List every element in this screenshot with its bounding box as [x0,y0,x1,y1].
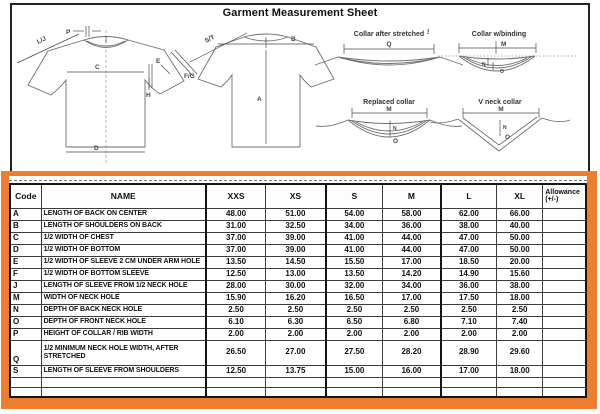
value-cell: 39.00 [266,232,326,244]
label-b: B [291,36,296,43]
name-cell [41,377,206,387]
header-row [10,184,586,208]
value-cell: 44.00 [383,232,441,244]
code-cell: A [10,208,41,220]
exclamation-mark: ! [427,29,430,36]
table-row [10,328,586,340]
value-cell: 38.00 [441,220,497,232]
label-lj: L/J [35,35,48,46]
value-cell [266,387,326,397]
allowance-cell [543,377,586,387]
p-ticks [86,26,89,37]
code-cell: S [10,365,41,377]
value-cell: 2.50 [206,304,266,316]
value-cell: 31.00 [206,220,266,232]
name-cell: 1/2 WIDTH OF CHEST [41,232,206,244]
value-cell: 41.00 [326,232,383,244]
name-cell: DEPTH OF FRONT NECK HOLE [41,316,206,328]
value-cell: 41.00 [326,244,383,256]
code-cell: M [10,292,41,304]
value-cell: 44.00 [383,244,441,256]
value-cell: 38.00 [497,280,543,292]
value-cell: 2.00 [441,328,497,340]
table-row [10,365,586,377]
value-cell [441,377,497,387]
value-cell: 27.00 [266,340,326,365]
header-size-xl: XL [497,184,543,208]
value-cell: 20.00 [497,256,543,268]
value-cell: 28.20 [383,340,441,365]
value-cell: 17.00 [383,256,441,268]
table-row [10,304,586,316]
value-cell [497,377,543,387]
code-cell: B [10,220,41,232]
value-cell: 14.90 [441,268,497,280]
value-cell: 6.10 [206,316,266,328]
front-shirt-diagram [17,26,197,163]
replaced-collar-band [348,120,430,137]
code-cell [10,387,41,397]
name-cell: 1/2 WIDTH OF BOTTOM [41,244,206,256]
value-cell: 30.00 [266,280,326,292]
value-cell: 2.00 [497,328,543,340]
value-cell: 47.00 [441,244,497,256]
value-cell: 36.00 [441,280,497,292]
vneck-label-m: M [498,106,504,113]
table-row [10,340,586,365]
label-a: A [257,96,262,103]
value-cell: 6.50 [326,316,383,328]
replaced-label-o: O [393,138,399,145]
value-cell: 2.00 [206,328,266,340]
allowance-cell [543,244,586,256]
name-cell: HEIGHT OF COLLAR / RIB WIDTH [41,328,206,340]
value-cell [326,377,383,387]
v-neck-caption: V neck collar [478,99,522,106]
value-cell: 2.50 [266,304,326,316]
code-cell: D [10,244,41,256]
vneck-label-o: O [505,134,511,141]
value-cell: 12.50 [206,365,266,377]
table-row [10,292,586,304]
table-row [10,280,586,292]
header-size-s: S [326,184,383,208]
allowance-cell [543,208,586,220]
label-q: Q [386,41,392,48]
value-cell: 29.60 [497,340,543,365]
allowance-cell [543,280,586,292]
value-cell: 28.90 [441,340,497,365]
name-cell: DEPTH OF BACK NECK HOLE [41,304,206,316]
label-c: C [95,64,100,71]
collar-stretched-caption: Collar after stretched [353,31,425,38]
value-cell: 13.50 [206,256,266,268]
measurement-table [9,183,587,398]
stretched-collar-band [338,57,440,65]
value-cell: 13.75 [266,365,326,377]
label-h: H [146,92,151,99]
value-cell [206,387,266,397]
value-cell [266,377,326,387]
header-size-m: M [383,184,441,208]
collar-with-binding-diagram [438,31,578,75]
value-cell: 62.00 [441,208,497,220]
value-cell: 51.00 [266,208,326,220]
value-cell: 14.20 [383,268,441,280]
allowance-cell [543,256,586,268]
code-cell: N [10,304,41,316]
value-cell: 14.50 [266,256,326,268]
table-row [10,244,586,256]
value-cell: 36.00 [383,220,441,232]
name-cell [41,387,206,397]
code-cell: C [10,232,41,244]
label-st: S/T [203,33,216,45]
table-row [10,377,586,387]
header-name: NAME [41,184,206,208]
allowance-cell [543,328,586,340]
allowance-cell [543,365,586,377]
allowance-cell [543,387,586,397]
allowance-cell [543,268,586,280]
value-cell: 58.00 [383,208,441,220]
value-cell: 2.50 [441,304,497,316]
value-cell [326,387,383,397]
back-shirt-diagram [190,33,334,147]
value-cell [497,387,543,397]
value-cell: 48.00 [206,208,266,220]
allowance-cell [543,304,586,316]
value-cell: 17.00 [383,292,441,304]
binding-label-n: N [482,62,486,68]
value-cell: 17.50 [441,292,497,304]
value-cell: 2.50 [383,304,441,316]
value-cell: 7.10 [441,316,497,328]
value-cell: 28.00 [206,280,266,292]
value-cell: 2.00 [326,328,383,340]
name-cell: 1/2 WIDTH OF BOTTOM SLEEVE [41,268,206,280]
value-cell: 15.90 [206,292,266,304]
measurement-table-frame [1,171,597,409]
value-cell: 26.50 [206,340,266,365]
table-row [10,232,586,244]
label-fg: F/G [184,73,195,80]
value-cell: 34.00 [326,220,383,232]
value-cell [441,387,497,397]
header-allowance-line1: Allowance [545,188,580,196]
allowance-cell [543,340,586,365]
table-row [10,220,586,232]
value-cell: 47.00 [441,232,497,244]
binding-label-o: O [500,69,504,75]
name-cell: WIDTH OF NECK HOLE [41,292,206,304]
name-cell: LENGTH OF SLEEVE FROM 1/2 NECK HOLE [41,280,206,292]
table-row [10,268,586,280]
value-cell: 6.80 [383,316,441,328]
value-cell: 66.00 [497,208,543,220]
name-cell: 1/2 MINIMUM NECK HOLE WIDTH, AFTER STRETCHED [41,340,206,365]
value-cell: 39.00 [266,244,326,256]
collar-after-stretched-diagram [315,31,463,65]
replaced-collar-diagram [316,99,462,145]
value-cell: 2.50 [497,304,543,316]
garment-diagrams [12,16,590,174]
header-size-l: L [441,184,497,208]
value-cell: 15.60 [497,268,543,280]
value-cell: 40.00 [497,220,543,232]
e-arrow [161,65,170,74]
allowance-cell [543,316,586,328]
value-cell: 2.00 [383,328,441,340]
value-cell: 34.00 [383,280,441,292]
replaced-collar-caption: Replaced collar [363,99,415,106]
allowance-cell [543,292,586,304]
header-size-xs: XS [266,184,326,208]
value-cell: 18.00 [497,365,543,377]
value-cell: 32.00 [326,280,383,292]
header-size-xxs: XXS [206,184,266,208]
value-cell: 27.50 [326,340,383,365]
value-cell: 12.50 [206,268,266,280]
binding-collar-band [459,56,535,71]
header-allowance-line2: (+/-) [545,196,559,204]
v-neck-collar-diagram [430,99,570,151]
code-cell: E [10,256,41,268]
st-dimension-line [190,33,247,62]
page-title: Garment Measurement Sheet [222,7,378,19]
table-row [10,256,586,268]
value-cell: 2.00 [266,328,326,340]
value-cell: 16.50 [326,292,383,304]
table-row [10,208,586,220]
value-cell: 17.00 [441,365,497,377]
value-cell: 13.50 [326,268,383,280]
code-cell: F [10,268,41,280]
allowance-cell [543,220,586,232]
replaced-label-n: N [393,126,397,132]
value-cell: 37.00 [206,244,266,256]
value-cell: 37.00 [206,232,266,244]
value-cell: 6.30 [266,316,326,328]
value-cell [206,377,266,387]
value-cell: 2.50 [326,304,383,316]
name-cell: LENGTH OF SHOULDERS ON BACK [41,220,206,232]
page-break-line [9,176,587,181]
table-row [10,387,586,397]
code-cell: P [10,328,41,340]
measurement-table-body [10,208,586,397]
lj-dimension-line [17,34,79,63]
table-inner-area [9,176,587,396]
header-allowance [543,184,586,208]
header-code: Code [10,184,41,208]
code-cell [10,377,41,387]
label-d: D [94,145,99,152]
binding-label-m: M [501,41,507,48]
table-row [10,316,586,328]
code-cell: Q [10,340,41,365]
replaced-label-m: M [386,106,392,113]
value-cell [383,387,441,397]
value-cell: 18.50 [441,256,497,268]
name-cell: LENGTH OF SLEEVE FROM SHOULDERS [41,365,206,377]
value-cell: 7.40 [497,316,543,328]
name-cell: LENGTH OF BACK ON CENTER [41,208,206,220]
allowance-cell [543,232,586,244]
code-cell: O [10,316,41,328]
vneck-label-n: N [503,125,507,131]
value-cell [383,377,441,387]
value-cell: 50.00 [497,244,543,256]
value-cell: 15.50 [326,256,383,268]
value-cell: 32.50 [266,220,326,232]
code-cell: J [10,280,41,292]
value-cell: 16.00 [383,365,441,377]
name-cell: 1/2 WIDTH OF SLEEVE 2 CM UNDER ARM HOLE [41,256,206,268]
value-cell: 16.20 [266,292,326,304]
value-cell: 13.00 [266,268,326,280]
value-cell: 50.00 [497,232,543,244]
collar-binding-caption: Collar w/binding [471,31,527,38]
value-cell: 54.00 [326,208,383,220]
value-cell: 18.00 [497,292,543,304]
label-e: E [156,58,161,65]
label-p: P [66,29,71,36]
value-cell: 15.00 [326,365,383,377]
